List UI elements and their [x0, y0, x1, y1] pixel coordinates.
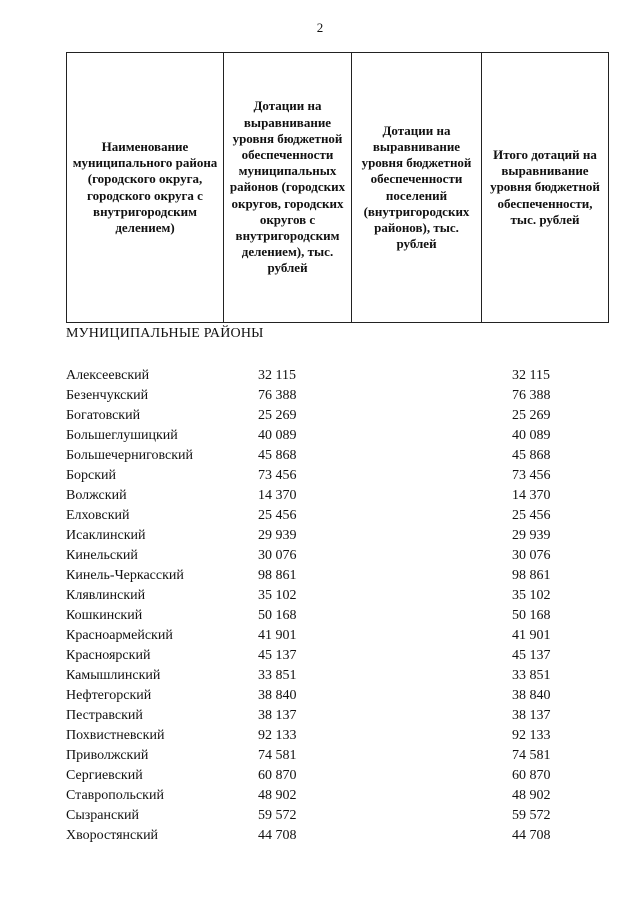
total-subsidy-value: 76 388 [512, 388, 551, 403]
table-row [66, 466, 566, 486]
total-subsidy-value: 30 076 [512, 548, 551, 563]
district-name: Похвистневский [66, 728, 165, 743]
total-subsidy-value: 45 868 [512, 448, 551, 463]
total-subsidy-value: 45 137 [512, 648, 551, 663]
district-name: Большечерниговский [66, 448, 194, 463]
district-subsidy-value: 45 137 [258, 648, 297, 663]
total-subsidy-value: 73 456 [512, 468, 551, 483]
table-row [66, 666, 566, 686]
district-name: Безенчукский [66, 388, 149, 403]
district-subsidy-value: 35 102 [258, 588, 297, 603]
district-subsidy-value: 40 089 [258, 428, 297, 443]
table-row [66, 406, 566, 426]
district-name: Исаклинский [66, 528, 146, 543]
table-row [66, 646, 566, 666]
total-subsidy-value: 32 115 [512, 368, 550, 383]
table-row [66, 426, 566, 446]
district-name: Сызранский [66, 808, 139, 823]
header-district-subsidies: Дотации на выравнивание уровня бюджетной обеспеченности муниципальных районов (городских округов, городских округов с внутригородским делением), тыс. рублей [224, 53, 352, 323]
district-subsidy-value: 92 133 [258, 728, 297, 743]
district-subsidy-value: 50 168 [258, 608, 297, 623]
district-name: Большеглушицкий [66, 428, 178, 443]
total-subsidy-value: 29 939 [512, 528, 551, 543]
district-name: Богатовский [66, 408, 141, 423]
district-subsidy-value: 32 115 [258, 368, 296, 383]
page-number: 2 [316, 20, 324, 35]
district-subsidy-value: 48 902 [258, 788, 297, 803]
total-subsidy-value: 38 840 [512, 688, 551, 703]
district-subsidy-value: 45 868 [258, 448, 297, 463]
district-name: Алексеевский [66, 368, 150, 383]
total-subsidy-value: 25 269 [512, 408, 551, 423]
table-row [66, 546, 566, 566]
table-row [66, 766, 566, 786]
district-subsidy-value: 60 870 [258, 768, 297, 783]
district-subsidy-value: 25 269 [258, 408, 297, 423]
district-name: Кошкинский [66, 608, 143, 623]
table-row [66, 586, 566, 606]
district-subsidy-value: 30 076 [258, 548, 297, 563]
table-row [66, 566, 566, 586]
district-subsidy-value: 59 572 [258, 808, 297, 823]
total-subsidy-value: 60 870 [512, 768, 551, 783]
district-subsidy-value: 44 708 [258, 828, 297, 843]
district-name: Волжский [66, 488, 127, 503]
district-subsidy-value: 98 861 [258, 568, 297, 583]
table-row [66, 506, 566, 526]
table-row [66, 386, 566, 406]
table-row [66, 826, 566, 846]
district-name: Нефтегорский [66, 688, 152, 703]
district-subsidy-value: 74 581 [258, 748, 297, 763]
table-row [66, 606, 566, 626]
district-name: Кинель-Черкасский [66, 568, 184, 583]
district-subsidy-value: 73 456 [258, 468, 297, 483]
table-row [66, 746, 566, 766]
header-district-name: Наименование муниципального района (городского округа, городского округа с внутригородским делением) [67, 53, 224, 323]
table-row [66, 786, 566, 806]
district-name: Красноярский [66, 648, 151, 663]
total-subsidy-value: 92 133 [512, 728, 551, 743]
total-subsidy-value: 44 708 [512, 828, 551, 843]
total-subsidy-value: 35 102 [512, 588, 551, 603]
total-subsidy-value: 25 456 [512, 508, 551, 523]
header-settlement-subsidies: Дотации на выравнивание уровня бюджетной обеспеченности поселений (внутригородских районов), тыс. рублей [352, 53, 482, 323]
total-subsidy-value: 48 902 [512, 788, 551, 803]
total-subsidy-value: 59 572 [512, 808, 551, 823]
table-row [66, 366, 566, 386]
district-name: Борский [66, 468, 117, 483]
district-name: Пестравский [66, 708, 143, 723]
data-rows [66, 366, 566, 846]
district-subsidy-value: 38 137 [258, 708, 297, 723]
table-row [66, 626, 566, 646]
header-table [66, 52, 609, 323]
district-name: Хворостянский [66, 828, 159, 843]
table-row [66, 706, 566, 726]
district-name: Сергиевский [66, 768, 143, 783]
district-name: Камышлинский [66, 668, 161, 683]
district-name: Ставропольский [66, 788, 164, 803]
district-subsidy-value: 76 388 [258, 388, 297, 403]
table-row [66, 806, 566, 826]
total-subsidy-value: 74 581 [512, 748, 551, 763]
total-subsidy-value: 41 901 [512, 628, 551, 643]
header-total-subsidies: Итого дотаций на выравнивание уровня бюджетной обеспеченности, тыс. рублей [482, 53, 609, 323]
district-subsidy-value: 29 939 [258, 528, 297, 543]
table-row [66, 526, 566, 546]
district-name: Елховский [66, 508, 130, 523]
table-row [66, 726, 566, 746]
total-subsidy-value: 33 851 [512, 668, 551, 683]
table-row [66, 486, 566, 506]
total-subsidy-value: 14 370 [512, 488, 551, 503]
total-subsidy-value: 40 089 [512, 428, 551, 443]
district-subsidy-value: 41 901 [258, 628, 297, 643]
district-subsidy-value: 38 840 [258, 688, 297, 703]
table-row [66, 446, 566, 466]
district-subsidy-value: 33 851 [258, 668, 297, 683]
district-subsidy-value: 14 370 [258, 488, 297, 503]
total-subsidy-value: 38 137 [512, 708, 551, 723]
district-name: Красноармейский [66, 628, 173, 643]
total-subsidy-value: 98 861 [512, 568, 551, 583]
district-subsidy-value: 25 456 [258, 508, 297, 523]
district-name: Кинельский [66, 548, 138, 563]
total-subsidy-value: 50 168 [512, 608, 551, 623]
district-name: Приволжский [66, 748, 149, 763]
table-row [66, 686, 566, 706]
section-title: МУНИЦИПАЛЬНЫЕ РАЙОНЫ [66, 326, 264, 341]
district-name: Клявлинский [66, 588, 146, 603]
